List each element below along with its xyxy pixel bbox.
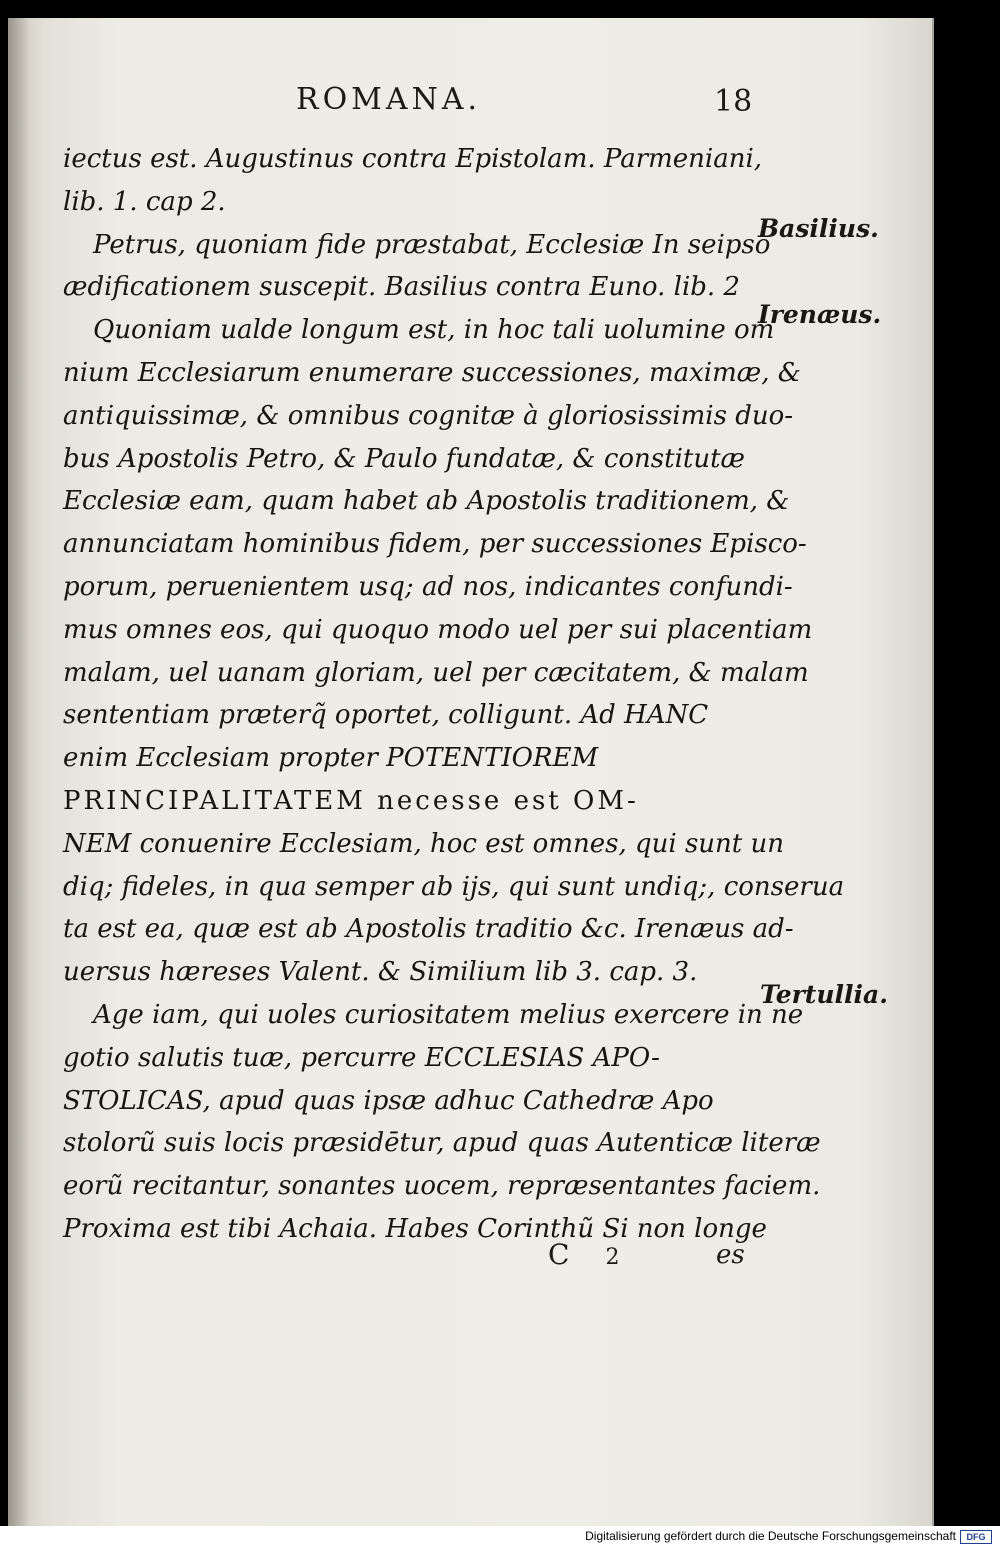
text-line: annunciatam hominibus fidem, per successiones Episco-	[63, 529, 807, 560]
dfg-logo-text: DFG	[966, 1532, 986, 1542]
text-line: Proxima est tibi Achaia. Habes Corinthũ Si non longe	[63, 1213, 767, 1244]
text-line: porum, peruenientem usq; ad nos, indicantes confundi-	[63, 571, 793, 602]
text-line: Ecclesiæ eam, quam habet ab Apostolis traditionem, &	[63, 486, 790, 517]
text-line: ædificationem suscepit. Basilius contra Euno. lib. 2	[63, 272, 740, 303]
text-line: uersus hæreses Valent. & Similium lib 3. cap. 3.	[63, 957, 698, 988]
text-line: gotio salutis tuæ, percurre ECCLESIAS APO-	[63, 1042, 660, 1073]
dfg-logo-icon	[960, 1530, 992, 1544]
signature-mark	[548, 1238, 621, 1271]
text-line: eorũ recitantur, sonantes uocem, repræsentantes faciem.	[63, 1171, 821, 1202]
text-line: malam, uel uanam gloriam, uel per cæcitatem, & malam	[63, 657, 809, 688]
text-line: Age iam, qui uoles curiositatem melius exercere in ne	[93, 999, 804, 1030]
text-line: nium Ecclesiarum enumerare successiones, maximæ, &	[63, 357, 801, 388]
book-page	[8, 18, 934, 1526]
signature-number: 2	[605, 1245, 622, 1270]
text-line: ta est ea, quæ est ab Apostolis traditio &c. Irenæus ad-	[63, 914, 794, 945]
text-line: mus omnes eos, qui quoquo modo uel per sui placentiam	[63, 614, 813, 645]
text-line: antiquissimæ, & omnibus cognitæ à gloriosissimis duo-	[63, 400, 794, 431]
text-line: iectus est. Augustinus contra Epistolam. Parmeniani,	[63, 144, 763, 174]
margin-note-tertullian: Tertullia.	[760, 980, 888, 1009]
running-title: ROMANA.	[296, 82, 482, 117]
page-number: 18	[714, 84, 753, 119]
text-line: PRINCIPALITATEM necesse est OM-	[63, 785, 639, 816]
margin-note-irenaeus: Irenæus.	[758, 300, 882, 329]
funding-credit: Digitalisierung gefördert durch die Deutsche Forschungsgemeinschaft	[585, 1529, 956, 1543]
text-line: diq; fideles, in qua semper ab ijs, qui sunt undiq;, conserua	[63, 871, 845, 902]
text-line: stolorũ suis locis præsidētur, apud quas Autenticæ literæ	[63, 1128, 821, 1159]
text-line: lib. 1. cap 2.	[63, 186, 226, 217]
text-line: sententiam præterq̃ oportet, colligunt. Ad HANC	[63, 700, 709, 731]
text-line: bus Apostolis Petro, & Paulo fundatæ, & constitutæ	[63, 443, 745, 474]
text-line: enim Ecclesiam propter POTENTIOREM	[63, 743, 599, 774]
signature-letter: C	[548, 1238, 572, 1271]
catchword: es	[716, 1240, 745, 1270]
margin-note-basilius: Basilius.	[758, 214, 879, 243]
text-line: NEM conuenire Ecclesiam, hoc est omnes, qui sunt un	[63, 828, 784, 859]
text-line: Petrus, quoniam fide præstabat, Ecclesiæ In seipso	[93, 229, 771, 260]
text-line: Quoniam ualde longum est, in hoc tali uolumine om	[93, 315, 775, 346]
text-line: STOLICAS, apud quas ipsæ adhuc Cathedræ Apo	[63, 1085, 714, 1116]
